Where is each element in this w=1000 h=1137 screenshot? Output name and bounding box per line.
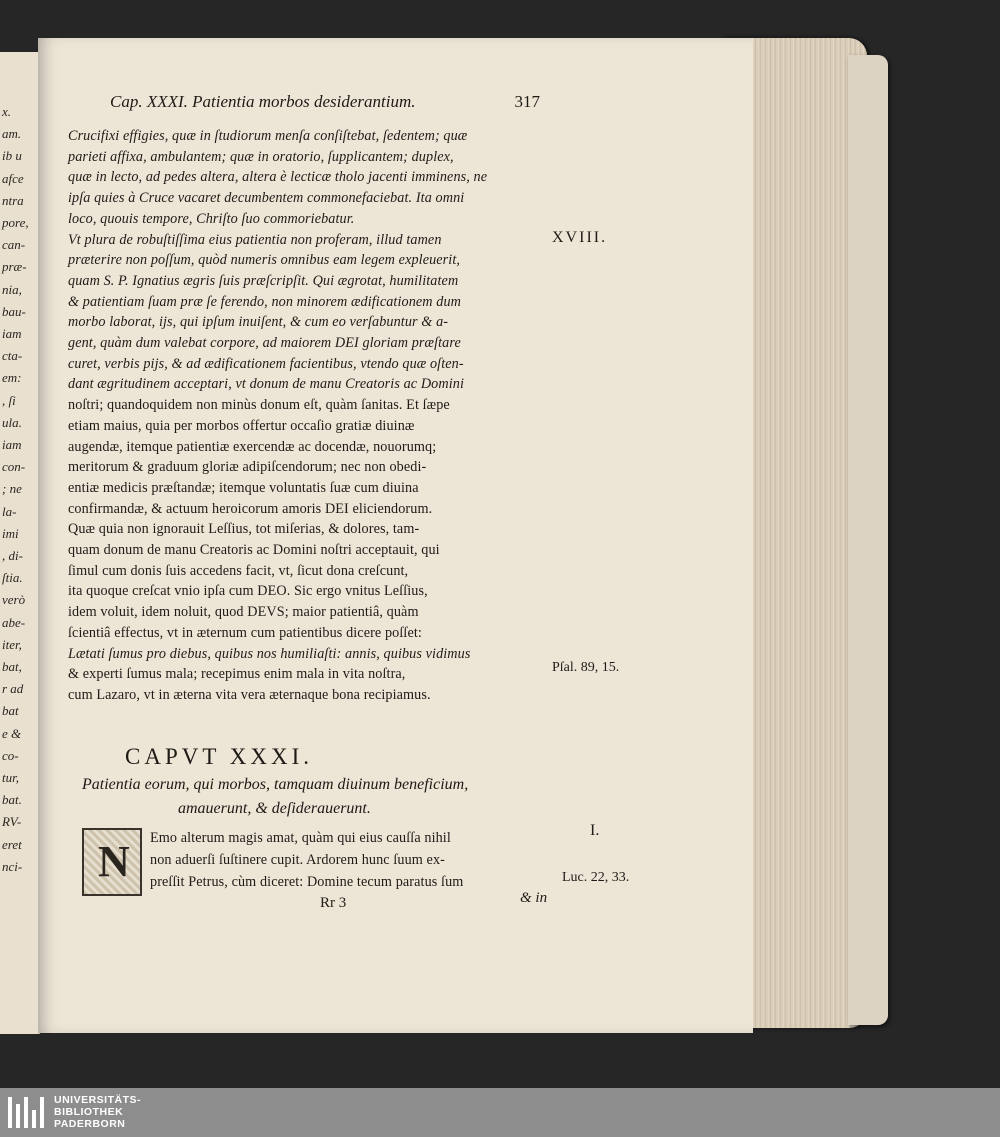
left-page-fragment: RV-	[2, 814, 22, 830]
left-page-fragment: bat	[2, 703, 19, 719]
library-name-line3: PADERBORN	[54, 1118, 126, 1130]
body-line: morbo laborat, ijs, qui ipſum inuiſent, & cum eo verſabuntur & a-	[68, 314, 449, 331]
chapter-subtitle-1: Patientia eorum, qui morbos, tamquam diuinum beneficium,	[82, 776, 469, 793]
signature-mark: Rr 3	[320, 895, 347, 911]
left-page-fragment: eret	[2, 836, 22, 852]
chapter-subtitle-2: amauerunt, & deſiderauerunt.	[178, 800, 371, 817]
left-page-fragment: x.	[2, 104, 12, 119]
left-page-fragment: præ-	[2, 259, 27, 275]
library-name-line2: BIBLIOTHEK	[54, 1106, 124, 1118]
body-line: quam S. P. Ignatius ægris ſuis præſcripſit. Qui ægrotat, humilitatem	[68, 272, 459, 289]
page-number: 317	[514, 92, 540, 111]
body-line: curet, verbis pijs, & ad ædificationem facientibus, vtendo quæ oſten-	[68, 355, 464, 372]
body-line: quam donum de manu Creatoris ac Domini noſtri acceptauit, qui	[68, 542, 440, 558]
left-page-fragment: iter,	[2, 636, 22, 652]
left-page-fragment: ib u	[2, 148, 22, 164]
left-page-fragment: la-	[2, 503, 17, 519]
body-line: ſcientiâ effectus, vt in æternum cum patientibus dicere poſſet:	[68, 624, 422, 641]
left-page-fragment: bat.	[2, 792, 22, 808]
left-page-fragment: am.	[2, 126, 22, 142]
margin-chapter-number: I.	[590, 822, 600, 839]
left-page-fragment: ula.	[2, 414, 22, 430]
body-line: quæ in lecto, ad pedes altera, altera è lecticæ tholo jacenti imminens, ne	[68, 169, 488, 186]
left-page-fragment: r ad	[2, 681, 24, 697]
body-line: Quæ quia non ignorauit Leſſius, tot miſerias, & dolores, tam-	[68, 521, 420, 538]
left-page-fragment: ntra	[2, 192, 24, 208]
body-line: gent, quàm dum valebat corpore, ad maiorem DEI gloriam præſtare	[68, 335, 461, 351]
left-page-fragment: em:	[2, 370, 22, 386]
library-name-line1: UNIVERSITÄTS-	[54, 1094, 142, 1106]
left-page-fragment: abe-	[2, 614, 26, 630]
body-line: Crucifixi effigies, quæ in ſtudiorum menſa conſiſtebat, ſedentem; quæ	[68, 128, 468, 144]
body-line: Vt plura de robuſtiſſima eius patientia non proferam, illud tamen	[68, 231, 442, 248]
body-line: & experti ſumus mala; recepimus enim mala in vita noſtra,	[68, 666, 406, 683]
body-line: confirmandæ, & actuum heroicorum amoris DEI eliciendorum.	[68, 500, 433, 517]
body-line: entiæ medicis præſtandæ; itemque voluntatis ſuæ cum diuina	[68, 479, 419, 496]
left-page-fragment: , di-	[2, 548, 23, 563]
book-cover	[848, 55, 888, 1025]
left-page-fragment: bat,	[2, 659, 22, 674]
left-page-fragment: e &	[2, 725, 22, 741]
left-page-fragment: bau-	[2, 303, 26, 319]
left-page-fragment: imi	[2, 525, 19, 541]
body-line: parieti affixa, ambulantem; quæ in oratorio, ſupplicantem; duplex,	[68, 148, 454, 165]
margin-luke-reference: Luc. 22, 33.	[562, 870, 630, 885]
body-line: ipſa quies à Cruce vacaret decumbentem commonefaciebat. Ita omni	[68, 190, 465, 207]
body-line: loco, quouis tempore, Chriſto ſuo commoriebatur.	[68, 210, 355, 227]
body-line: præterire non poſſum, quòd numeris omnibus eam legem expleuerit,	[68, 252, 461, 269]
body-line: cum Lazaro, vt in æterna vita vera æternaque bona recipiamus.	[68, 686, 431, 703]
initial-letter: N	[98, 837, 130, 886]
left-page-fragment: co-	[2, 747, 19, 763]
body-line: ſimul cum donis ſuis accedens facit, vt, ſicut dona creſcunt,	[68, 562, 409, 579]
left-page-fragment: iam	[2, 437, 22, 452]
left-page-fragment: ; ne	[2, 481, 22, 497]
body-line: noſtri; quandoquidem non minùs donum eſt, quàm ſanitas. Et ſæpe	[68, 397, 450, 414]
left-page-fragment: cta-	[2, 348, 23, 364]
margin-section-number: XVIII.	[552, 229, 608, 246]
left-page-fragment: , ſi	[2, 392, 16, 408]
left-page-fragment: nia,	[2, 281, 22, 297]
left-page-fragment: afce	[2, 170, 24, 186]
left-page-fragment: pore,	[2, 215, 29, 230]
running-title: Cap. XXXI. Patientia morbos desiderantium.	[110, 92, 416, 111]
body-line: etiam maius, quia per morbos offertur occaſio gratiæ diuinæ	[68, 417, 415, 434]
left-page-fragment: ſtia.	[2, 570, 23, 586]
body-line: ita quoque creſcat vnio ipſa cum DEO. Sic ergo vnitus Leſſius,	[68, 583, 428, 600]
body-line: Lætati ſumus pro diebus, quibus nos humiliaſti: annis, quibus vidimus	[68, 645, 471, 662]
left-page-fragment: verò	[2, 592, 26, 608]
decorated-initial	[82, 828, 142, 896]
body-line: dant ægritudinem acceptari, vt donum de manu Creatoris ac Domini	[68, 376, 464, 393]
left-page-fragment: can-	[2, 237, 26, 253]
body-line: idem voluit, idem noluit, quod DEVS; maior patientiâ, quàm	[68, 604, 419, 621]
chapter-line-3: preſſit Petrus, cùm diceret: Domine tecum paratus ſum	[150, 874, 464, 890]
library-name	[54, 1094, 141, 1130]
chapter-line-1: Emo alterum magis amat, quàm qui eius cauſſa nihil	[150, 830, 451, 846]
body-line: meritorum & graduum gloriæ adipiſcendorum; nec non obedi-	[68, 459, 427, 476]
body-line: augendæ, itemque patientiæ exercendæ ac docendæ, nouorumq;	[68, 438, 437, 455]
left-page-fragment: nci-	[2, 858, 23, 874]
left-page-fragment: con-	[2, 459, 26, 475]
running-header	[110, 92, 540, 112]
library-logo-icon	[8, 1097, 46, 1128]
chapter-line-2: non aduerſi ſuſtinere cupit. Ardorem hunc ſuum ex-	[150, 852, 445, 868]
margin-psalm-reference: Pſal. 89, 15.	[552, 660, 620, 675]
left-page-fragment: tur,	[2, 770, 19, 785]
body-line: & patientiam ſuam præ ſe ferendo, non minorem ædificationem dum	[68, 293, 462, 310]
left-page-fragment: iam	[2, 326, 22, 341]
chapter-title: CAPVT XXXI.	[125, 744, 313, 769]
catchword: & in	[520, 890, 548, 906]
library-footer	[0, 1088, 1000, 1137]
